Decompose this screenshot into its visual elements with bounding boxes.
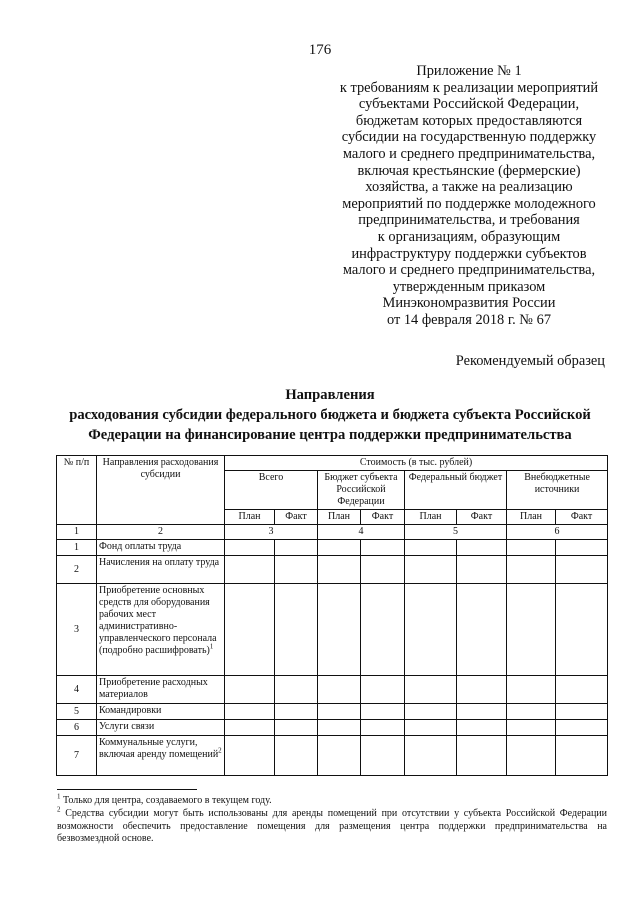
footnote-2 bbox=[57, 805, 607, 846]
footnote-ref: 1 bbox=[209, 642, 214, 651]
row-num: 1 bbox=[57, 540, 97, 556]
appendix-line: мероприятий по поддержке молодежного bbox=[342, 195, 596, 212]
row-name: Фонд оплаты труда bbox=[97, 540, 225, 556]
recommended-sample-label: Рекомендуемый образец bbox=[455, 353, 605, 369]
page-number: 176 bbox=[308, 42, 332, 58]
header-plan: План bbox=[405, 510, 457, 525]
index-cell: 5 bbox=[405, 525, 507, 540]
index-cell: 6 bbox=[507, 525, 608, 540]
row-num: 7 bbox=[57, 736, 97, 776]
header-fact: Факт bbox=[556, 510, 608, 525]
appendix-line: Приложение № 1 bbox=[416, 63, 522, 79]
appendix-block bbox=[300, 63, 638, 329]
header-fact: Факт bbox=[457, 510, 507, 525]
document-heading bbox=[0, 385, 640, 445]
appendix-line: к требованиям к реализации мероприятий bbox=[339, 79, 599, 96]
row-name-cell bbox=[97, 736, 225, 776]
header-num: № п/п bbox=[57, 456, 97, 525]
table-row bbox=[57, 584, 608, 676]
index-cell: 3 bbox=[225, 525, 318, 540]
header-fact: Факт bbox=[361, 510, 405, 525]
row-num: 4 bbox=[57, 676, 97, 704]
footnote-separator bbox=[57, 789, 197, 790]
row-name: Приобретение расходных материалов bbox=[97, 676, 225, 704]
footnote-mark: 2 bbox=[57, 805, 61, 814]
header-plan: План bbox=[507, 510, 556, 525]
header-group-extrabudget: Внебюджетные источники bbox=[507, 471, 608, 510]
footnote-text: Только для центра, создаваемого в текущем году. bbox=[63, 795, 272, 806]
row-num: 2 bbox=[57, 556, 97, 584]
row-name: Начисления на оплату труда bbox=[97, 556, 225, 584]
table-row bbox=[57, 736, 608, 776]
header-fact: Факт bbox=[275, 510, 318, 525]
header-direction: Направления расходования субсидии bbox=[97, 456, 225, 525]
footnote-text: Средства субсидии могут быть использованы для аренды помещений при отсутствии у субъекта Российской Федерации возможности обеспечить предоставление помещения для размещения центра поддержки предпринимательства на безвозмездной основе. bbox=[57, 808, 607, 844]
heading-line: Федерации на финансирование центра поддержки предпринимательства bbox=[88, 427, 572, 443]
row-name: Коммунальные услуги, включая аренду помещений bbox=[99, 737, 219, 760]
appendix-line: утвержденным приказом bbox=[392, 278, 546, 295]
appendix-line: малого и среднего предпринимательства, bbox=[342, 262, 596, 279]
appendix-line: субъектами Российской Федерации, bbox=[358, 96, 580, 113]
index-cell: 1 bbox=[57, 525, 97, 540]
table-row bbox=[57, 704, 608, 720]
footnote-1 bbox=[57, 792, 607, 808]
row-name: Услуги связи bbox=[97, 720, 225, 736]
table-row bbox=[57, 720, 608, 736]
heading-line: расходования субсидии федерального бюджета и бюджета субъекта Российской bbox=[69, 407, 591, 423]
heading-line: Направления bbox=[285, 387, 375, 403]
table-row bbox=[57, 556, 608, 584]
appendix-line: включая крестьянские (фермерские) bbox=[357, 162, 581, 179]
appendix-line: бюджетам которых предоставляются bbox=[355, 112, 583, 129]
header-plan: План bbox=[225, 510, 275, 525]
row-name: Командировки bbox=[97, 704, 225, 720]
table-row bbox=[57, 676, 608, 704]
appendix-line: Минэкономразвития России bbox=[382, 295, 556, 312]
appendix-line: инфраструктуру поддержки субъектов bbox=[351, 245, 587, 262]
appendix-line: от 14 февраля 2018 г. № 67 bbox=[386, 311, 552, 328]
row-name-cell bbox=[97, 584, 225, 676]
header-group-total: Всего bbox=[225, 471, 318, 510]
table-row bbox=[57, 540, 608, 556]
header-group-regional: Бюджет субъекта Российской Федерации bbox=[318, 471, 405, 510]
index-cell: 2 bbox=[97, 525, 225, 540]
footnote-ref: 2 bbox=[218, 746, 222, 755]
footnote-mark: 1 bbox=[57, 792, 61, 801]
appendix-line: субсидии на государственную поддержку bbox=[341, 129, 597, 146]
appendix-line: предпринимательства, и требования bbox=[358, 212, 580, 229]
appendix-line: к организациям, образующим bbox=[377, 228, 561, 245]
expenditure-table bbox=[56, 455, 608, 776]
header-group-federal: Федеральный бюджет bbox=[405, 471, 507, 510]
row-num: 6 bbox=[57, 720, 97, 736]
row-num: 5 bbox=[57, 704, 97, 720]
row-num: 3 bbox=[57, 584, 97, 676]
header-cost: Стоимость (в тыс. рублей) bbox=[225, 456, 608, 471]
header-plan: План bbox=[318, 510, 361, 525]
row-name: Приобретение основных средств для оборудования рабочих мест административно-управленческого персонала (подробно расшифровать) bbox=[99, 585, 217, 656]
appendix-line: хозяйства, а также на реализацию bbox=[365, 179, 573, 196]
appendix-line: малого и среднего предпринимательства, bbox=[342, 145, 596, 162]
index-cell: 4 bbox=[318, 525, 405, 540]
